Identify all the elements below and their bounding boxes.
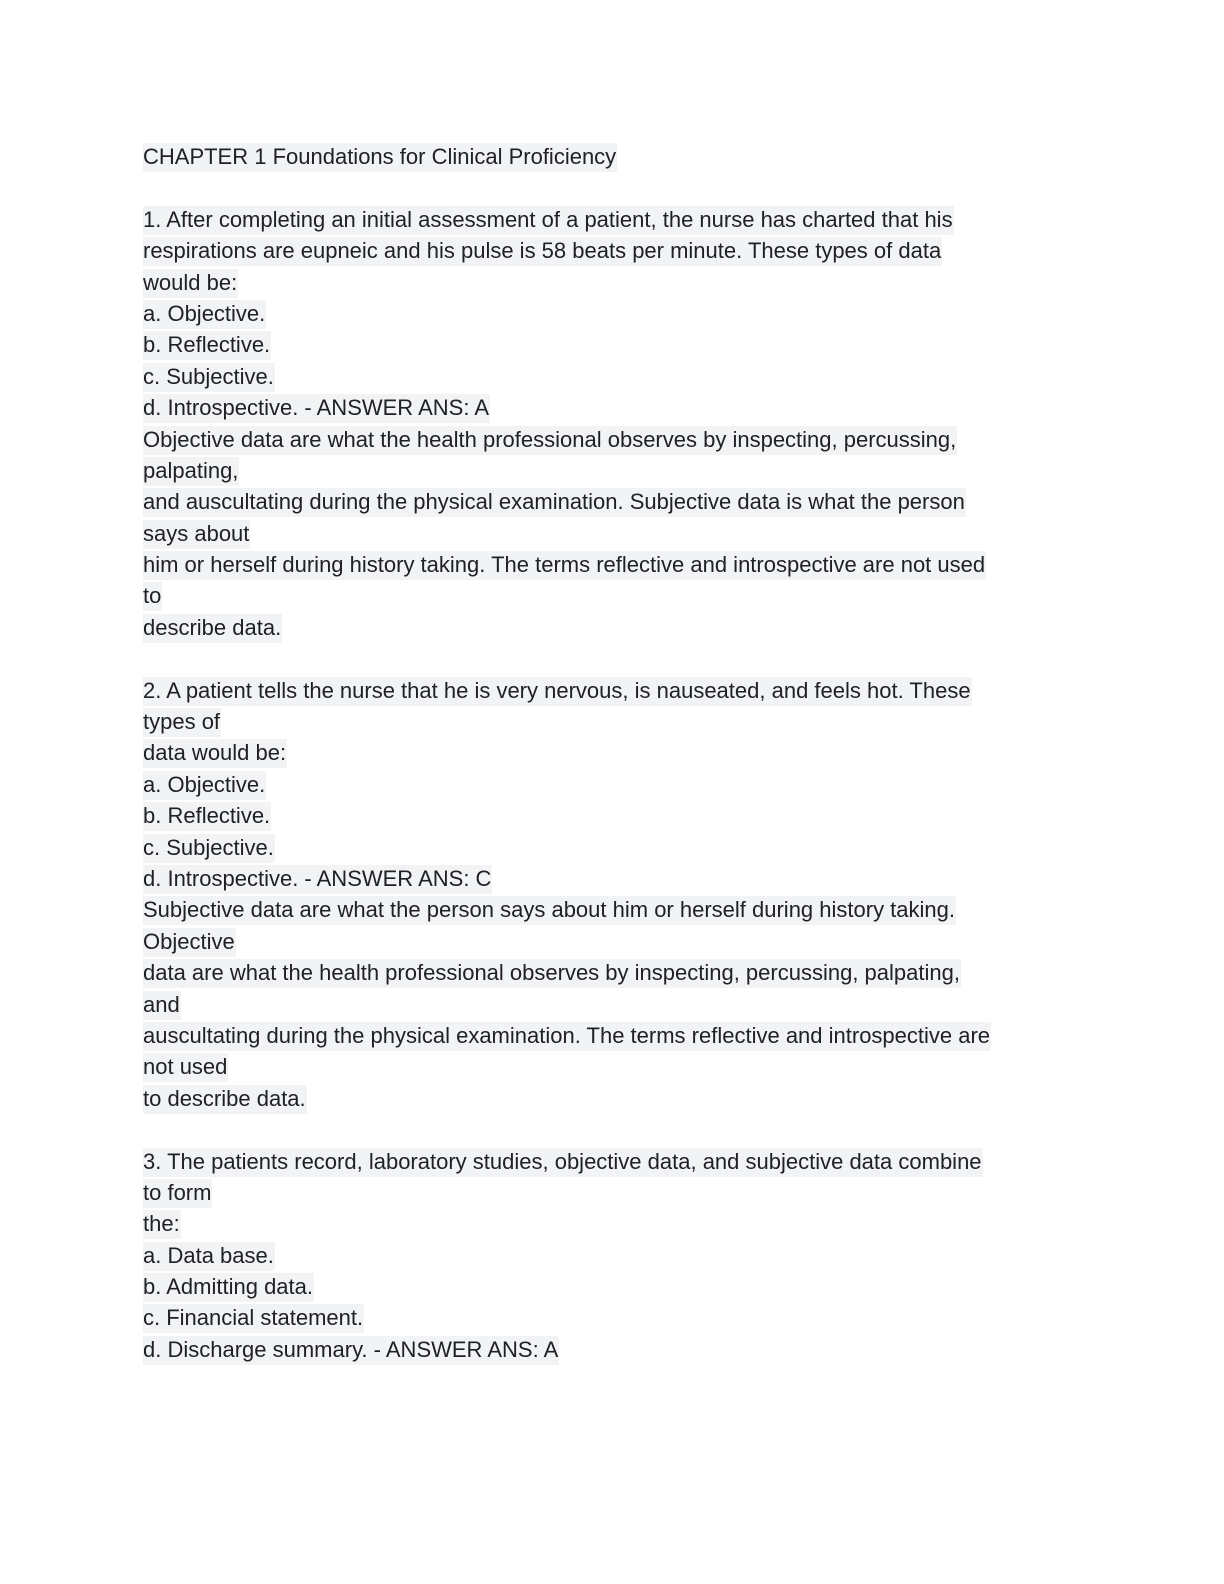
question-stem-line: to form (143, 1177, 1073, 1208)
rationale-line: him or herself during history taking. The terms reflective and introspective are not used (143, 549, 1073, 580)
rationale-line: not used (143, 1051, 1073, 1082)
answer-option-c: c. Financial statement. (143, 1302, 1073, 1333)
rationale-line: describe data. (143, 612, 1073, 643)
spacer (143, 643, 1073, 674)
question-stem-line: 3. The patients record, laboratory studies, objective data, and subjective data combine (143, 1146, 1073, 1177)
answer-option-d: d. Introspective. - ANSWER ANS: C (143, 863, 1073, 894)
rationale-line: Objective data are what the health professional observes by inspecting, percussing, (143, 424, 1073, 455)
question-stem-line: types of (143, 706, 1073, 737)
question-stem-line: data would be: (143, 737, 1073, 768)
answer-option-a: a. Data base. (143, 1240, 1073, 1271)
rationale-line: Objective (143, 926, 1073, 957)
question-3 (143, 1146, 1073, 1366)
answer-option-c: c. Subjective. (143, 361, 1073, 392)
rationale-line: says about (143, 518, 1073, 549)
spacer (143, 172, 1073, 203)
question-1 (143, 204, 1073, 643)
rationale-line: to describe data. (143, 1083, 1073, 1114)
answer-option-b: b. Admitting data. (143, 1271, 1073, 1302)
rationale-line: and auscultating during the physical examination. Subjective data is what the person (143, 486, 1073, 517)
question-stem-line: respirations are eupneic and his pulse is 58 beats per minute. These types of data (143, 235, 1073, 266)
question-stem-line: would be: (143, 267, 1073, 298)
answer-option-a: a. Objective. (143, 769, 1073, 800)
rationale-line: data are what the health professional observes by inspecting, percussing, palpating, (143, 957, 1073, 988)
answer-option-d: d. Discharge summary. - ANSWER ANS: A (143, 1334, 1073, 1365)
answer-option-d: d. Introspective. - ANSWER ANS: A (143, 392, 1073, 423)
chapter-title: CHAPTER 1 Foundations for Clinical Proficiency (143, 141, 1073, 172)
rationale-line: palpating, (143, 455, 1073, 486)
rationale-line: Subjective data are what the person says about him or herself during history taking. (143, 894, 1073, 925)
question-2 (143, 675, 1073, 1114)
answer-option-b: b. Reflective. (143, 329, 1073, 360)
question-stem-line: the: (143, 1208, 1073, 1239)
rationale-line: and (143, 989, 1073, 1020)
spacer (143, 1114, 1073, 1145)
answer-option-b: b. Reflective. (143, 800, 1073, 831)
answer-option-c: c. Subjective. (143, 832, 1073, 863)
document-page (143, 141, 1073, 1365)
rationale-line: auscultating during the physical examination. The terms reflective and introspective are (143, 1020, 1073, 1051)
answer-option-a: a. Objective. (143, 298, 1073, 329)
rationale-line: to (143, 580, 1073, 611)
question-stem-line: 1. After completing an initial assessment of a patient, the nurse has charted that his (143, 204, 1073, 235)
question-stem-line: 2. A patient tells the nurse that he is very nervous, is nauseated, and feels hot. These (143, 675, 1073, 706)
